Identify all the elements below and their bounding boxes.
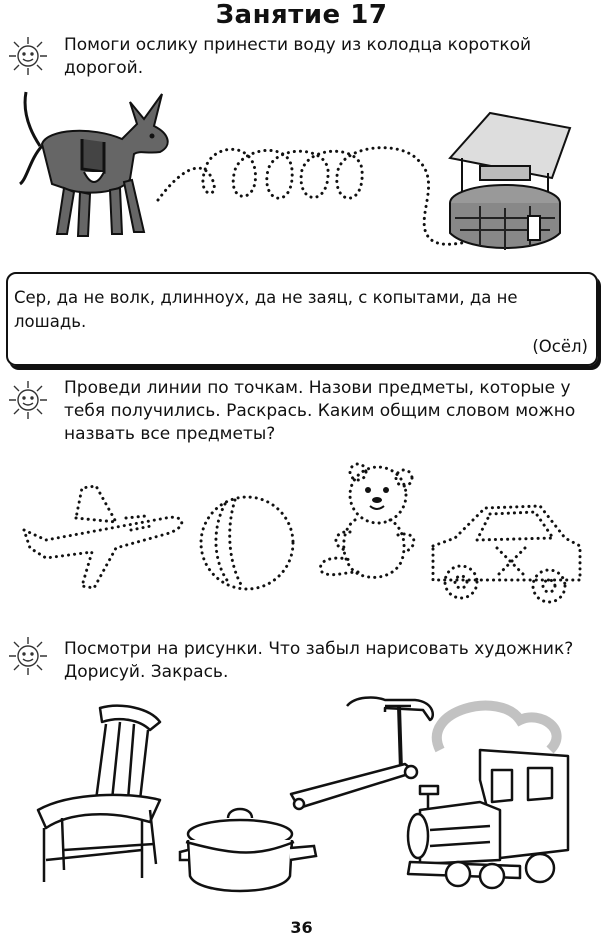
task-3-text: Посмотри на рисунки. Что забыл нарисовать художник? Дорисуй. Закрась.: [64, 639, 574, 682]
riddle-text: Сер, да не волк, длинноух, да не заяц, с копытами, да не лошадь.: [14, 288, 518, 331]
riddle-box: [6, 272, 598, 366]
dotted-path: [150, 130, 470, 260]
sun-icon: [6, 34, 50, 78]
chair-icon: [30, 700, 180, 890]
sun-icon: [6, 634, 50, 678]
sun-icon: [6, 378, 50, 422]
airplane-icon: [16, 478, 191, 593]
donkey-icon: [12, 84, 172, 249]
page-number: 36: [290, 918, 313, 937]
well-icon: [440, 108, 580, 253]
toy-car-icon: [425, 498, 585, 610]
task-2-text: Проведи линии по точкам. Назови предметы, которые у тебя получились. Раскрась. Каким общим словом можно назвать все предметы?: [64, 378, 576, 444]
riddle-answer: (Осёл): [532, 337, 588, 356]
train-icon: [400, 690, 580, 900]
page-title: Занятие 17: [215, 0, 388, 30]
ball-icon: [195, 492, 300, 594]
teddy-bear-icon: [310, 460, 425, 590]
task-1-text: Помоги ослику принести воду из колодца короткой дорогой.: [64, 35, 532, 78]
